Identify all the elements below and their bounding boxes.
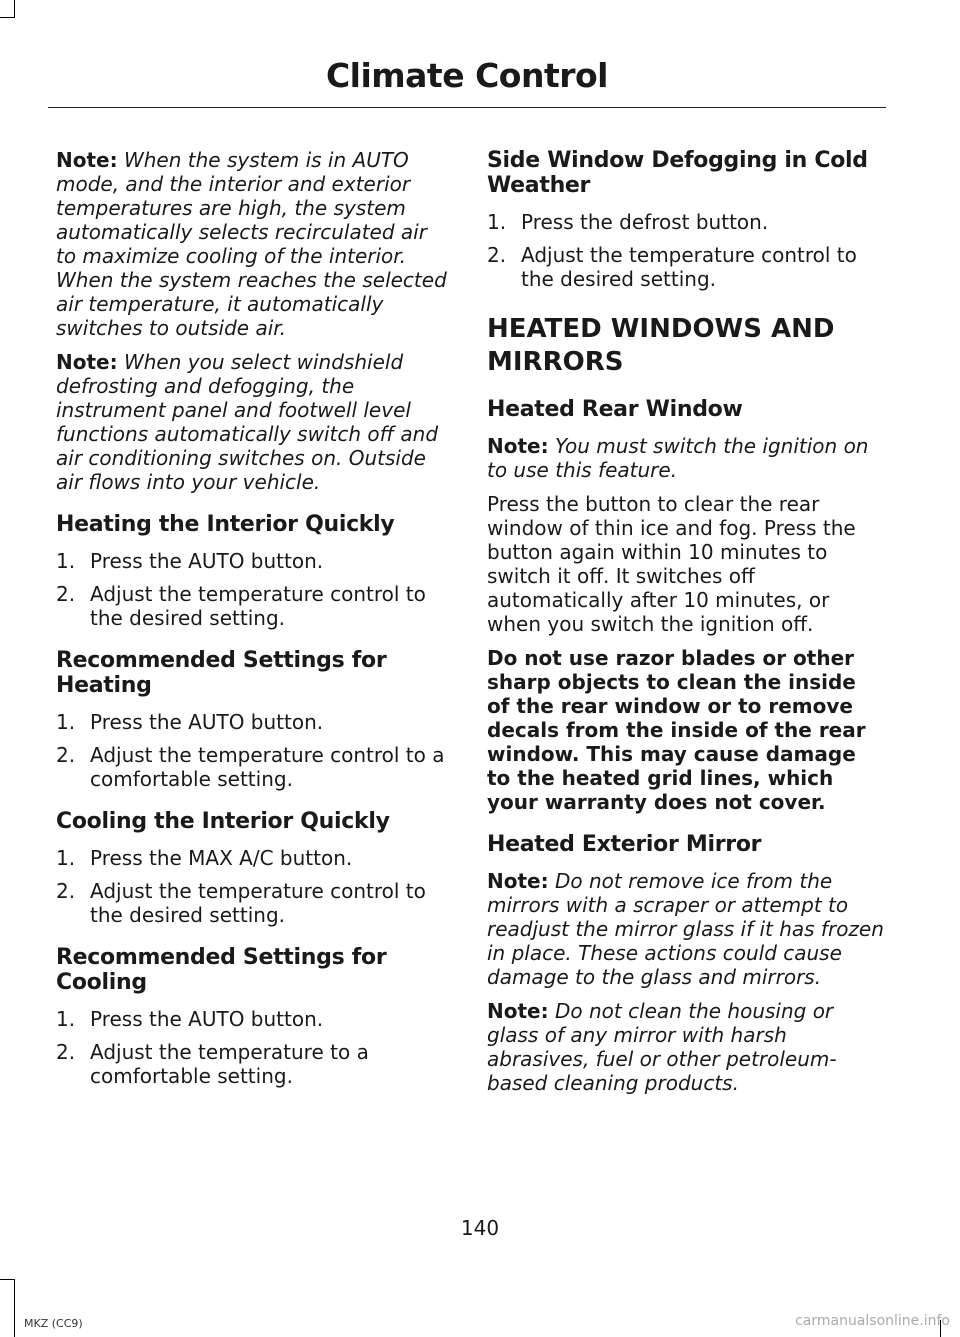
step-text: Adjust the temperature control to the desired setting. <box>90 879 426 927</box>
step-text: Adjust the temperature control to the desired setting. <box>521 243 857 291</box>
step-text: Press the AUTO button. <box>90 710 324 734</box>
list-item <box>56 710 448 734</box>
list-item <box>56 846 448 870</box>
step-number: 1. <box>56 1007 76 1031</box>
section-heading: Heated Rear Window <box>487 397 743 422</box>
crop-mark-top-left-v <box>14 0 15 18</box>
note-text: You must switch the ignition on to use this feature. <box>487 434 869 482</box>
note-paragraph <box>487 869 884 989</box>
step-text: Press the MAX A/C button. <box>90 846 353 870</box>
section-heading: Recommended Settings for Cooling <box>56 945 387 995</box>
note-text: Do not remove ice from the mirrors with a scraper or attempt to readjust the mirror glass if it has frozen in place. These actions could cause damage to the glass and mirrors. <box>487 869 884 989</box>
crop-mark-top-left-h <box>0 17 15 18</box>
step-text: Press the defrost button. <box>521 210 769 234</box>
note-paragraph <box>487 434 884 482</box>
step-number: 2. <box>56 879 76 903</box>
step-text: Adjust the temperature control to the desired setting. <box>90 582 426 630</box>
step-text: Adjust the temperature to a comfortable setting. <box>90 1040 369 1088</box>
step-number: 1. <box>487 210 507 234</box>
step-text: Adjust the temperature control to a comfortable setting. <box>90 743 445 791</box>
section-heading: Heating the Interior Quickly <box>56 512 395 537</box>
note-label: Note: <box>487 999 549 1023</box>
step-list <box>56 1007 448 1088</box>
section-heading: Heated Exterior Mirror <box>487 832 762 857</box>
crop-mark-bottom-left-v <box>14 1279 15 1337</box>
step-number: 1. <box>56 549 76 573</box>
footer-model: MKZ (CC9) <box>24 1317 83 1330</box>
header-rule <box>48 107 886 108</box>
note-paragraph <box>56 148 448 340</box>
page-number: 140 <box>460 1216 500 1240</box>
note-text: When you select windshield defrosting and defogging, the instrument panel and footwell level functions automatically switch off and air conditioning switches on. Outside air flows into your vehicle. <box>56 350 439 494</box>
note-paragraph <box>56 350 448 494</box>
step-list <box>56 710 448 791</box>
step-list <box>56 846 448 927</box>
page-title: Climate Control <box>325 56 608 95</box>
step-number: 2. <box>56 743 76 767</box>
list-item <box>56 1040 448 1088</box>
section-heading: Side Window Defogging in Cold Weather <box>487 148 868 198</box>
list-item <box>56 582 448 630</box>
note-label: Note: <box>56 350 118 374</box>
body-paragraph: Press the button to clear the rear window of thin ice and fog. Press the button again within 10 minutes to switch it off. It switches off automatically after 10 minutes, or when you switch the ignition off. <box>487 492 856 636</box>
note-text: When the system is in AUTO mode, and the interior and exterior temperatures are high, the system automatically selects recirculated air to maximize cooling of the interior. When the system reaches the selected air temperature, it automatically switches to outside air. <box>56 148 447 340</box>
footer-watermark: carmanualsonline.info <box>795 1313 950 1329</box>
left-column <box>56 148 448 1097</box>
step-number: 2. <box>56 1040 76 1064</box>
note-label: Note: <box>487 869 549 893</box>
step-text: Press the AUTO button. <box>90 549 324 573</box>
step-number: 1. <box>56 846 76 870</box>
note-text: Do not clean the housing or glass of any mirror with harsh abrasives, fuel or other petroleum-based cleaning products. <box>487 999 837 1095</box>
section-heading: Recommended Settings for Heating <box>56 648 387 698</box>
list-item <box>487 210 884 234</box>
note-paragraph <box>487 999 884 1095</box>
list-item <box>56 1007 448 1031</box>
note-label: Note: <box>56 148 118 172</box>
step-list <box>487 210 884 291</box>
step-number: 2. <box>56 582 76 606</box>
right-column <box>487 148 884 1105</box>
crop-mark-bottom-left-h <box>0 1279 15 1280</box>
warning-paragraph: Do not use razor blades or other sharp objects to clean the inside of the rear window or to remove decals from the inside of the rear window. This may cause damage to the heated grid lines, which your warranty does not cover. <box>487 646 866 814</box>
chapter-section-title: HEATED WINDOWS AND MIRRORS <box>487 314 835 377</box>
step-text: Press the AUTO button. <box>90 1007 324 1031</box>
note-label: Note: <box>487 434 549 458</box>
list-item <box>56 549 448 573</box>
section-heading: Cooling the Interior Quickly <box>56 809 390 834</box>
step-list <box>56 549 448 630</box>
step-number: 1. <box>56 710 76 734</box>
list-item <box>487 243 884 291</box>
step-number: 2. <box>487 243 507 267</box>
list-item <box>56 879 448 927</box>
list-item <box>56 743 448 791</box>
